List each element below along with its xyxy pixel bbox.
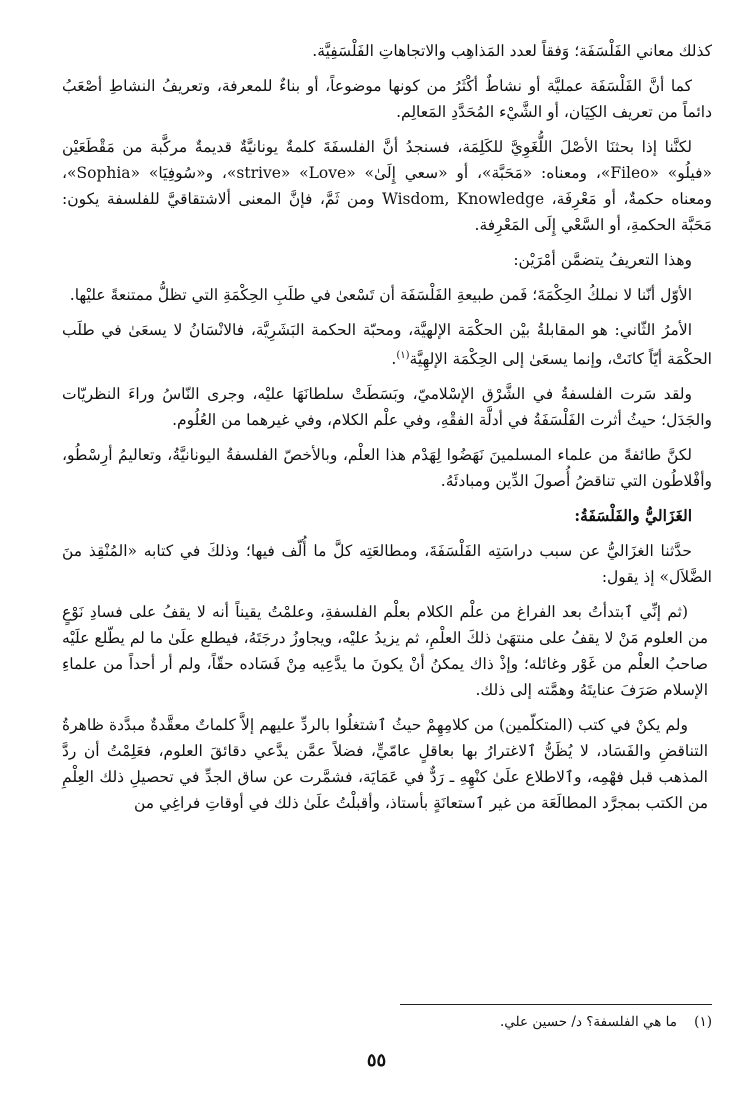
- paragraph-5: الأوّل أنّنا لا نملكُ الحِكْمَةَ؛ فَمن طبيعةِ الفَلْسَفَة أن تَسْعىٰ في طلَبِ الحِكْمَةِ التي تظلُّ ممتنعةً عليْها.: [69, 286, 692, 304]
- footnote-number: (١): [694, 1014, 712, 1030]
- page-body: [62, 38, 712, 825]
- paragraph-1: كذلك معاني الفَلْسَفَة؛ وَفقاً لعدد المَذاهِب والاتجاهاتِ الفَلْسَفِيَّة.: [312, 42, 712, 60]
- paragraph-4: وهذا التعريفُ يتضمَّن أمْرَيْن:: [513, 251, 692, 269]
- paragraph-9: حدَّثنا الغزَاليُّ عن سبب دراسَتِه الفَلْسَفَةَ، ومطالعَتِه كلَّ ما أُلّف فيها؛ وذلكَ في كتابه «المُنْقِذ منَ الضَّلاَل» إذ يقول:: [62, 542, 712, 587]
- section-heading: الغَزَاليُّ والفَلْسَفَةُ:: [574, 506, 692, 526]
- paragraph-6-text: الأمرُ الثّاني: هو المقابلةُ بيْن الحكْمَة الإلهيَّة، ومحبّة الحكمة البَشَرِيَّة، فالانْسَانُ لا يسعَىٰ في طلَب الحكْمَة أيّاً كانَتْ، وإنما يسعَىٰ إلى الحِكْمَة الإلهِيَّة: [62, 321, 712, 369]
- quote-paragraph-2: ولم يكنْ في كتب (المتكلّمين) من كلامِهِمْ حيثُ ٱشتغلُوا بالردِّ عليهم إلاَّ كلماتٌ معقَّدةٌ مبدَّدة ظاهرةُ التناقضِ والفَسَاد، لا يُظَنُّ ٱلاغترارُ بها بعاقلٍ عامّيٍّ، فضلاً عمَّن يدَّعي دقائقَ العلوم، فعَلِمْتُ أن ردَّ المذهب قبل فهْمِه، وٱلاطلاع علَىٰ كنْهِهِ ـ رَدٌّ في عَمَايَة، فشمَّرت عن ساق الجدِّ في تحصيلِ ذلك العِلْمِ من الكتب بمجرَّد المطالَعَة من غير ٱستعانَةٍ بأستاذ، وأقبلْتُ علَىٰ ذلك في أوقاتِ فراغِي من: [62, 716, 708, 813]
- footnote-marker: (١): [396, 350, 410, 361]
- footnote-divider: [400, 1004, 712, 1005]
- footnote: [62, 1012, 712, 1032]
- footnote-text: ما هي الفلسفة؟ د/ حسين علي.: [500, 1014, 677, 1030]
- quote-paragraph-1: (ثم إنِّي ٱبتدأتُ بعد الفراغ من علْم الكلام بعلْم الفلسفةِ، وعلمْتُ يقيناً أنه لا يقفُ على فسادِ نَوْعٍ من العلوم مَنْ لا يقفُ على منتهَىٰ ذلكَ العلْمِ، ثم يزيدُ عليْه، ويجاوزُ درجَتَهُ، فيطلع علَىٰ ما لم يطّلع علَيْه صاحبُ العلْم من غَوْر وغائله؛ وإذْ ذاك يمكنُ أنْ يكونَ ما يدَّعِيه مِنْ فَسَاده حقّاً، ولم أر أحداً من علماءِ الإسلام صَرَفَ عنايتَهُ وهمَّته إلى ذلك.: [62, 603, 708, 700]
- paragraph-2: كما أنَّ الفَلْسَفَة عمليَّة أو نشاطٌ أكْثَرُ من كونها موضوعاً، أو بناءٌ للمعرفة، وتعريفُ النشاطِ أصْعَبُ دائماً من تعريف الكِيَان، أو الشَّيْء المُحَدَّدِ المَعالِم.: [62, 77, 712, 121]
- page-number: ٥٥: [366, 1050, 387, 1071]
- paragraph-8: لكنَّ طائفةً من علماء المسلمينَ نَهَضُوا لِهَدْم هذا العلْم، وبالأخصّ الفلسفةُ اليونانيَّةُ، وتعاليمُ أرِسْطُو، وأفْلاطُون التي تناقضُ أُصولَ الدِّين ومبادئَهُ.: [62, 446, 712, 491]
- paragraph-6: الأمرُ الثّاني: هو المقابلةُ بيْن الحكْمَة الإلهيَّة، ومحبّة الحكمة البَشَرِيَّة، فالانْسَانُ لا يسعَىٰ في طلَب الحكْمَة أيّاً كانَتْ، وإنما يسعَىٰ إلى الحِكْمَة الإلهِيَّة$^{(١)}$.: [62, 321, 712, 369]
- paragraph-3: لكنَّنا إذا بحثنَا الأصْلَ اللُّغَوِيَّ للكَلِمَة، فسنجدُ أنَّ الفلسفَةَ كلمةٌ يونانيَّةٌ قديمةٌ مركَّبة من مَقْطَعَيْن «فيلُو» «Fileo»، ومعناه: «مَحَبَّة»، أو «سعي إِلَىٰ» «strive» «Love»، و«سُوفِيَا» «Sophia»، ومعناه حكمةٌ، أو مَعْرِفَة، Wisdom, Knowledge ومن ثَمَّ، فإنَّ المعنى ألاشتقاقيَّ للفلسفة يكون: مَحَبَّة الحكمةِ، أو السَّعْي إِلَى المَعْرِفة.: [62, 138, 712, 234]
- paragraph-7: ولقد سَرت الفلسفةُ في الشَّرْق الإسْلاميّ، وبَسَطَتْ سلطانَهَا عليْه، وجرى النّاسُ وراءَ النظريّات والجَدَل؛ حيثُ أثرت الفَلْسَفَةُ في أدلَّة الفقْهِ، وفي علْم الكلام، وفي غيرهما من العُلُوم.: [62, 385, 712, 430]
